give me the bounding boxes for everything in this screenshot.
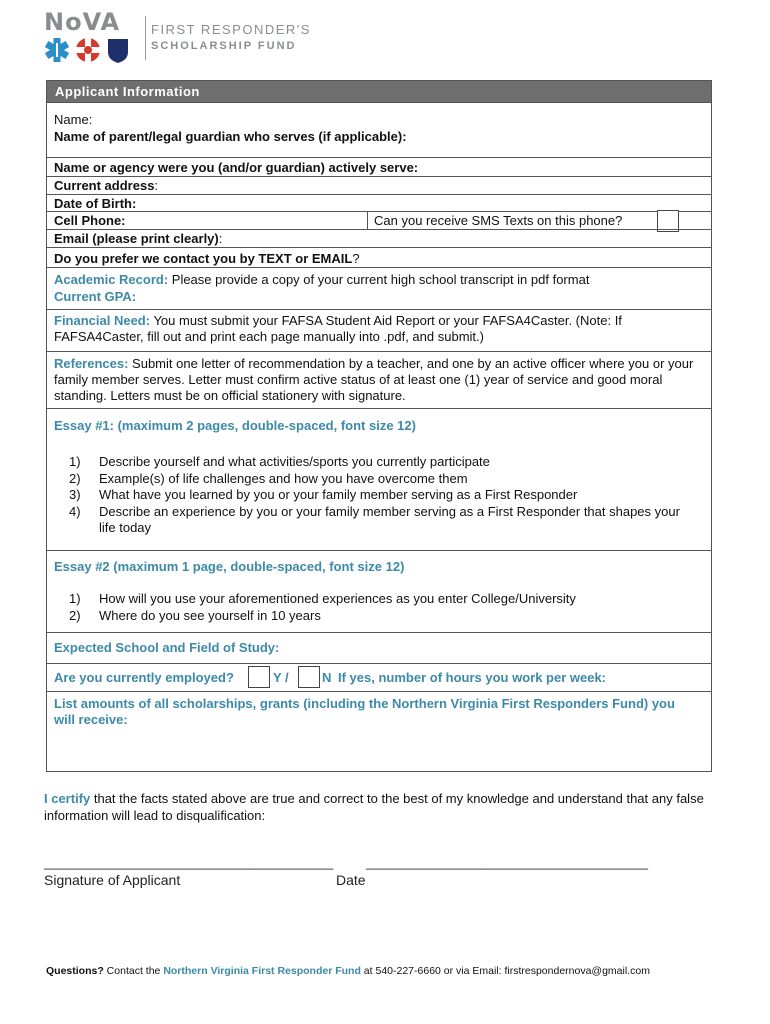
- name-label: Name: [54, 112, 89, 127]
- name-colon: :: [88, 112, 93, 127]
- references-label: References:: [54, 356, 129, 371]
- no-label: N: [322, 670, 332, 685]
- dob-row[interactable]: [47, 194, 711, 211]
- gpa-label: Current GPA:: [54, 289, 137, 304]
- essay2-row: [47, 550, 711, 632]
- school-label: Expected School and Field of Study:: [54, 640, 280, 655]
- email-colon: :: [218, 231, 223, 246]
- address-field: [54, 178, 158, 193]
- references-text: Submit one letter of recommendation by a teacher, and one by an active officer where you or your family member serves. Letter must confirm active status of at least one (1) year of service and good moral standing. Letters must be on official stationery with signature.: [54, 356, 694, 403]
- address-colon: :: [154, 178, 159, 193]
- dob-label: Date of Birth:: [54, 196, 137, 211]
- logo-brand: NoVA: [44, 8, 121, 36]
- logo-line2: SCHOLARSHIP FUND: [151, 40, 297, 52]
- prefer-q: ?: [352, 251, 360, 266]
- footer-questions: Questions?: [46, 965, 104, 977]
- academic-row[interactable]: [47, 267, 711, 309]
- email-label: Email (please print clearly): [54, 231, 219, 246]
- hours-label: If yes, number of hours you work per week:: [338, 670, 607, 685]
- essay2-list: [69, 591, 697, 624]
- certify-statement: [44, 790, 724, 824]
- employed-yes-checkbox[interactable]: [248, 666, 270, 688]
- financial-paragraph: [54, 313, 697, 345]
- references-row: [47, 351, 711, 408]
- footer-rest: at 540-227-6660 or via Email: firstrespondernova@gmail.com: [360, 965, 650, 977]
- footer-contact: Contact the: [103, 965, 164, 977]
- footer-fund: Northern Virginia First Responder Fund: [163, 965, 361, 977]
- cell-row[interactable]: [47, 211, 711, 229]
- logo-emblems-icon: [44, 36, 140, 64]
- signature-label: Signature of Applicant: [44, 872, 181, 888]
- logo-line1: FIRST RESPONDER'S: [151, 22, 311, 37]
- address-row[interactable]: [47, 176, 711, 194]
- essay2-title: Essay #2 (maximum 1 page, double-spaced, font size 12): [54, 559, 405, 574]
- list-item: 4) Describe an experience by you or your family member serving as a First Responder that shapes your life today: [69, 503, 680, 535]
- list-item: 1) How will you use your aforementioned experiences as you enter College/University: [69, 591, 576, 606]
- form-header: Applicant Information: [47, 81, 711, 102]
- applicant-form: [46, 80, 712, 772]
- guardian-label: Name of parent/legal guardian who serves (if applicable):: [54, 129, 407, 144]
- employed-label: Are you currently employed?: [54, 670, 234, 685]
- sms-cell: [367, 212, 368, 230]
- certify-lead: I certify: [44, 791, 91, 806]
- logo: [44, 8, 344, 64]
- financial-row: [47, 309, 711, 351]
- list-item: 2) Where do you see yourself in 10 years: [69, 607, 321, 623]
- financial-text: You must submit your FAFSA Student Aid Report or your FAFSA4Caster. (Note: If FAFSA4Caster, fill out and print each page manually into .pdf, and submit.): [54, 313, 622, 344]
- name-row[interactable]: [47, 102, 711, 157]
- financial-label: Financial Need:: [54, 313, 151, 328]
- email-field: [54, 231, 222, 246]
- list-item: 1) Describe yourself and what activities/sports you currently participate: [69, 454, 490, 469]
- certify-text: that the facts stated above are true and correct to the best of my knowledge and understand that any false information will lead to disqualification:: [44, 791, 704, 823]
- academic-text: Please provide a copy of your current high school transcript in pdf format: [168, 272, 590, 287]
- signature-line[interactable]: ________________________________________: [44, 855, 334, 870]
- scholarships-label: List amounts of all scholarships, grants (including the Northern Virginia First Responders Fund) you will receive:: [54, 696, 675, 727]
- list-item: 3) What have you learned by you or your family member serving as a First Responder: [69, 487, 578, 502]
- date-label: Date: [336, 872, 366, 888]
- academic-label: Academic Record:: [54, 272, 169, 287]
- essay1-row: [47, 408, 711, 550]
- scholarships-row[interactable]: [47, 691, 711, 773]
- name-field: [54, 112, 92, 127]
- agency-row[interactable]: [47, 157, 711, 176]
- address-label: Current address: [54, 178, 155, 193]
- employed-row: [47, 663, 711, 691]
- essay1-list: [69, 454, 697, 537]
- essay1-title: Essay #1: (maximum 2 pages, double-spaced, font size 12): [54, 418, 416, 433]
- footer: [46, 965, 650, 977]
- yes-label: Y /: [273, 670, 289, 685]
- logo-divider: [145, 16, 146, 60]
- prefer-row[interactable]: [47, 247, 711, 267]
- date-line[interactable]: _______________________________________: [366, 855, 648, 870]
- school-row[interactable]: [47, 632, 711, 663]
- sms-label: Can you receive SMS Texts on this phone?: [374, 213, 623, 228]
- academic-field: [54, 272, 589, 287]
- agency-label: Name or agency were you (and/or guardian) actively serve:: [54, 160, 419, 175]
- references-paragraph: [54, 356, 697, 404]
- list-item: 2) Example(s) of life challenges and how you have overcome them: [69, 470, 468, 486]
- email-row[interactable]: [47, 229, 711, 247]
- prefer-field: [54, 251, 360, 266]
- cell-label: Cell Phone:: [54, 213, 126, 228]
- employed-no-checkbox[interactable]: [298, 666, 320, 688]
- prefer-label: Do you prefer we contact you by TEXT or EMAIL: [54, 251, 353, 266]
